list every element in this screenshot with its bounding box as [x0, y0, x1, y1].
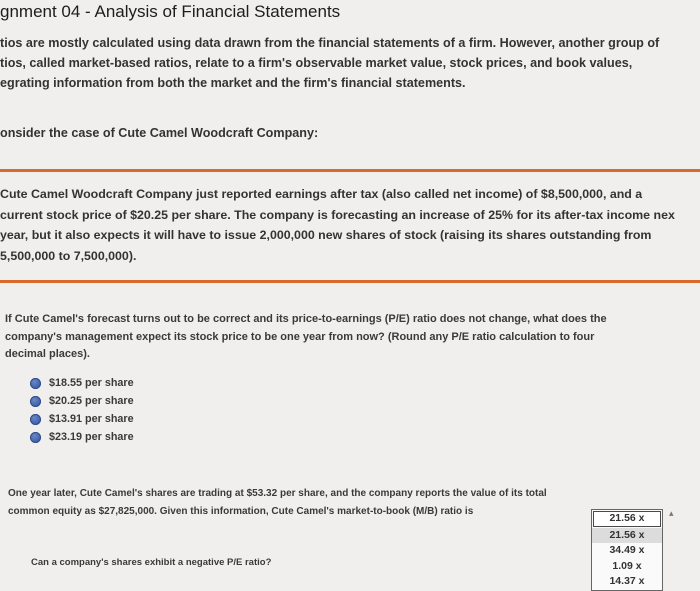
option-label: $13.91 per share: [49, 413, 134, 425]
radio-button-icon[interactable]: [30, 378, 41, 389]
mb-ratio-dropdown[interactable]: [591, 509, 663, 591]
option-label: $18.55 per share: [49, 377, 134, 389]
radio-button-icon[interactable]: [30, 414, 41, 425]
intro-line: tios, called market-based ratios, relate to a firm's observable market value, stock prices, and book values,: [0, 56, 633, 70]
question-line: decimal places).: [5, 348, 90, 360]
negative-pe-question: Can a company's shares exhibit a negative P/E ratio?: [31, 557, 272, 568]
dropdown-caret-icon: ▴: [669, 508, 674, 518]
radio-button-icon[interactable]: [30, 432, 41, 443]
option-label: $23.19 per share: [49, 431, 134, 443]
stock-price-question: [5, 311, 695, 364]
answer-option[interactable]: [30, 392, 134, 410]
dropdown-option[interactable]: 21.56 x: [592, 528, 662, 544]
later-line: common equity as $27,825,000. Given this information, Cute Camel's market-to-book (M/B) ratio is: [8, 506, 474, 517]
answer-option[interactable]: [30, 428, 134, 446]
intro-line: egrating information from both the market and the firm's financial statements.: [0, 76, 466, 90]
question-line: If Cute Camel's forecast turns out to be correct and its price-to-earnings (P/E) ratio does not change, what does the: [5, 313, 607, 325]
section-divider-top: [0, 169, 700, 172]
dropdown-option[interactable]: 14.37 x: [609, 575, 645, 587]
question-line: company's management expect its stock price to be one year from now? (Round any P/E ratio calculation to four: [5, 330, 595, 343]
page-title: gnment 04 - Analysis of Financial Statements: [0, 2, 341, 21]
later-line: One year later, Cute Camel's shares are trading at $53.32 per share, and the company reports the value of its total: [8, 488, 547, 499]
radio-button-icon[interactable]: [30, 396, 41, 407]
intro-paragraph: [0, 33, 700, 93]
intro-line: tios are mostly calculated using data drawn from the financial statements of a firm. However, another group of: [0, 36, 660, 50]
section-divider-bottom: [0, 280, 700, 283]
case-line: year, but it also expects it will have to issue 2,000,000 new shares of stock (raising its shares outstanding from: [0, 228, 652, 242]
option-label: $20.25 per share: [49, 395, 134, 407]
case-line: 5,500,000 to 7,500,000).: [0, 248, 137, 263]
case-line: Cute Camel Woodcraft Company just reported earnings after tax (also called net income) of $8,500,000, and a: [0, 187, 643, 201]
case-line: current stock price of $20.25 per share. The company is forecasting an increase of 25% for its after-tax income nex: [0, 207, 675, 222]
answer-option[interactable]: [30, 410, 134, 428]
dropdown-selected-value[interactable]: 21.56 x: [593, 511, 661, 527]
consider-text: onsider the case of Cute Camel Woodcraft Company:: [0, 126, 319, 140]
dropdown-option[interactable]: 34.49 x: [609, 544, 645, 556]
answer-options: [30, 374, 134, 446]
answer-option[interactable]: [30, 374, 134, 392]
dropdown-option[interactable]: 1.09 x: [612, 559, 642, 572]
case-paragraph: [0, 184, 700, 266]
